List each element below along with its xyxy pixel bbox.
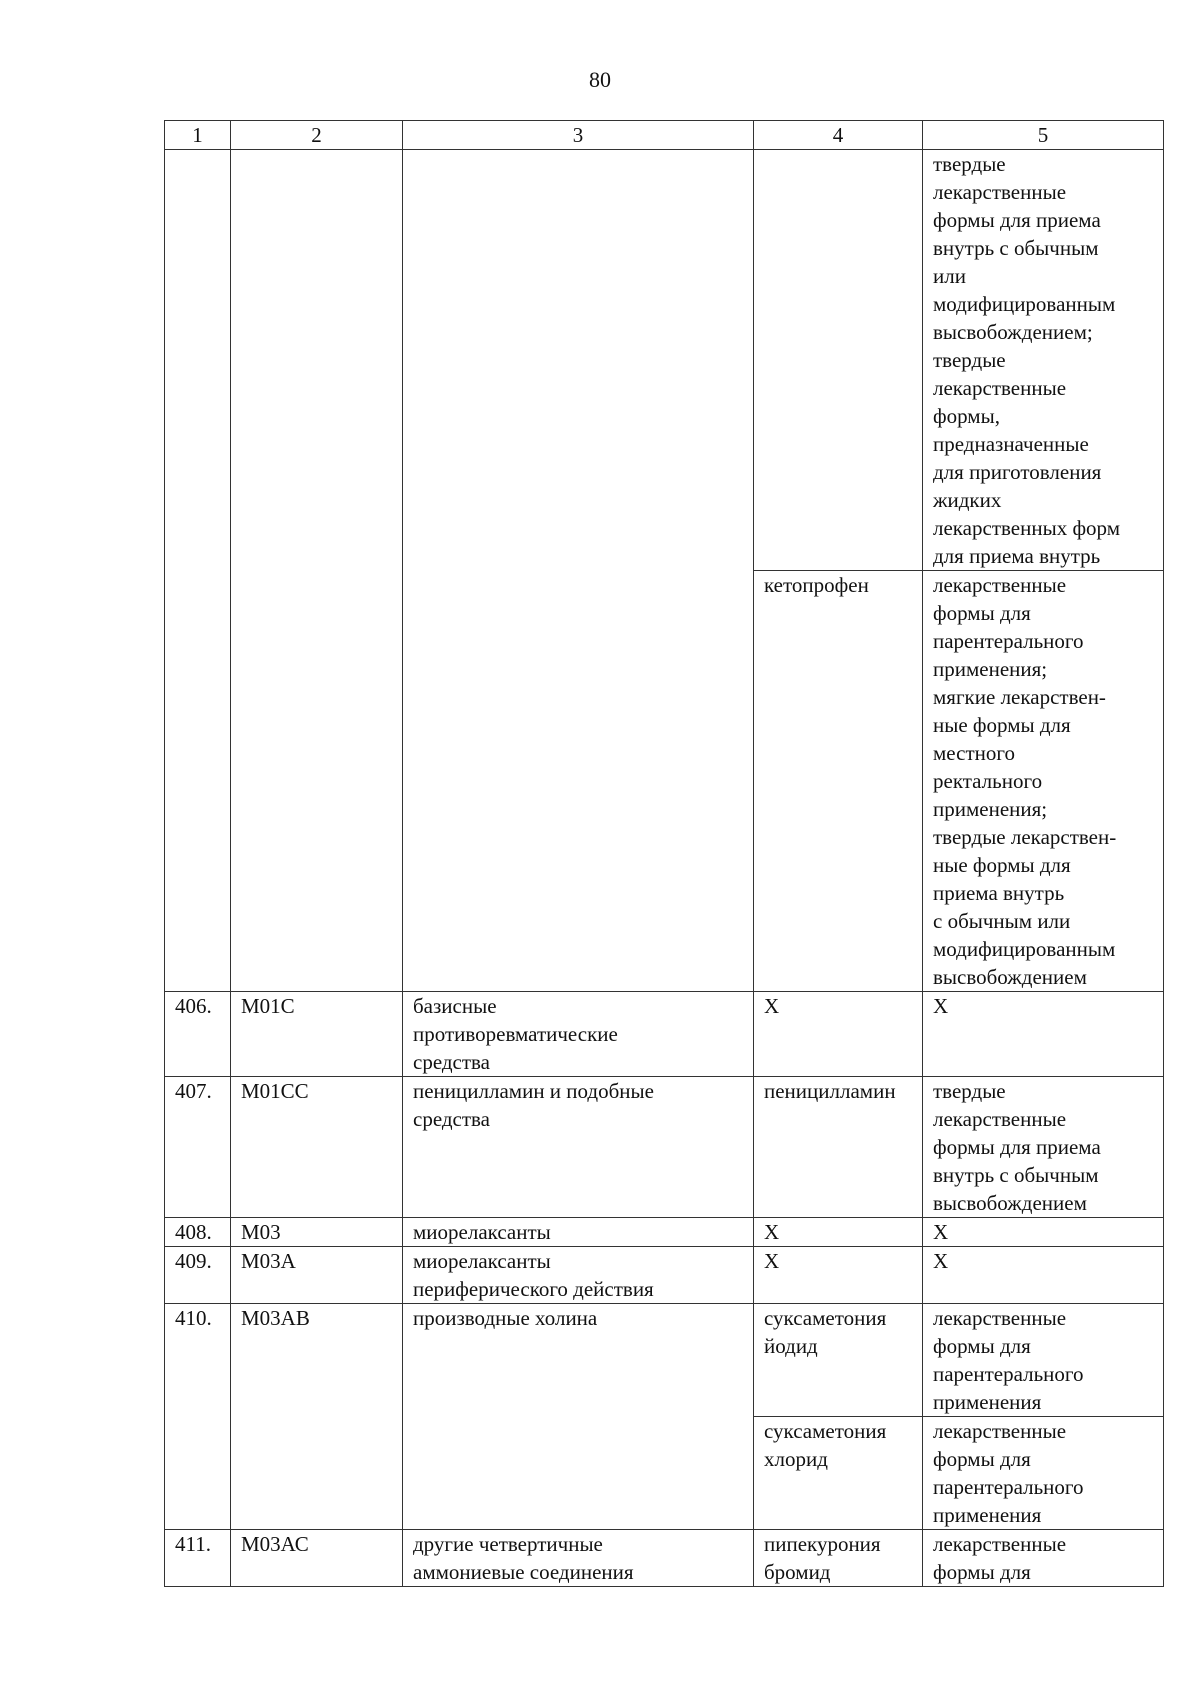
code-cell: М01С [231,992,403,1077]
table-row [165,150,1164,571]
code-cell: М03АВ [231,1304,403,1530]
dosage-form-cell: лекарственные формы для парентерального применения [923,1304,1164,1417]
group-cell: пеницилламин и подобные средства [403,1077,754,1218]
substance-cell: кетопрофен [754,571,923,992]
code-cell: М03А [231,1247,403,1304]
row-number-cell: 407. [165,1077,231,1218]
table-row [165,1530,1164,1587]
dosage-form-cell: Х [923,1247,1164,1304]
dosage-form-cell: твердые лекарственные формы для приема внутрь с обычным или модифицированным высвобождением; твердые лекарственные формы, предназначенные для приготовления жидких лекарственных форм для приема внутрь [923,150,1164,571]
substance-cell: суксаметония хлорид [754,1417,923,1530]
dosage-form-cell: Х [923,1218,1164,1247]
table-header-row [165,121,1164,150]
group-cell: миорелаксанты периферического действия [403,1247,754,1304]
substance-cell: пипекурония бромид [754,1530,923,1587]
code-cell: М03 [231,1218,403,1247]
table-row [165,1218,1164,1247]
code-cell [231,150,403,992]
group-cell: другие четвертичные аммониевые соединения [403,1530,754,1587]
substance-cell: Х [754,992,923,1077]
row-number-cell: 409. [165,1247,231,1304]
table-row [165,1247,1164,1304]
medicines-table [164,120,1164,1587]
table-row [165,992,1164,1077]
group-cell [403,150,754,992]
substance-cell: пеницилламин [754,1077,923,1218]
dosage-form-cell: твердые лекарственные формы для приема внутрь с обычным высвобождением [923,1077,1164,1218]
row-number-cell [165,150,231,992]
substance-cell: Х [754,1247,923,1304]
substance-cell: Х [754,1218,923,1247]
substance-cell [754,150,923,571]
row-number-cell: 410. [165,1304,231,1530]
substance-cell: суксаметония йодид [754,1304,923,1417]
table-row [165,1077,1164,1218]
code-cell: М01СС [231,1077,403,1218]
row-number-cell: 408. [165,1218,231,1247]
header-col-5: 5 [923,121,1164,150]
dosage-form-cell: лекарственные формы для парентерального применения; мягкие лекарствен- ные формы для местного ректального применения; твердые лекарствен- ные формы для приема внутрь с обычным или модифицированным высвобождением [923,571,1164,992]
header-col-2: 2 [231,121,403,150]
group-cell: производные холина [403,1304,754,1530]
table-row [165,1304,1164,1417]
header-col-1: 1 [165,121,231,150]
dosage-form-cell: лекарственные формы для [923,1530,1164,1587]
code-cell: М03АС [231,1530,403,1587]
page-number: 80 [589,67,611,92]
row-number-cell: 411. [165,1530,231,1587]
group-cell: миорелаксанты [403,1218,754,1247]
header-col-3: 3 [403,121,754,150]
group-cell: базисные противоревматические средства [403,992,754,1077]
dosage-form-cell: Х [923,992,1164,1077]
header-col-4: 4 [754,121,923,150]
dosage-form-cell: лекарственные формы для парентерального применения [923,1417,1164,1530]
row-number-cell: 406. [165,992,231,1077]
